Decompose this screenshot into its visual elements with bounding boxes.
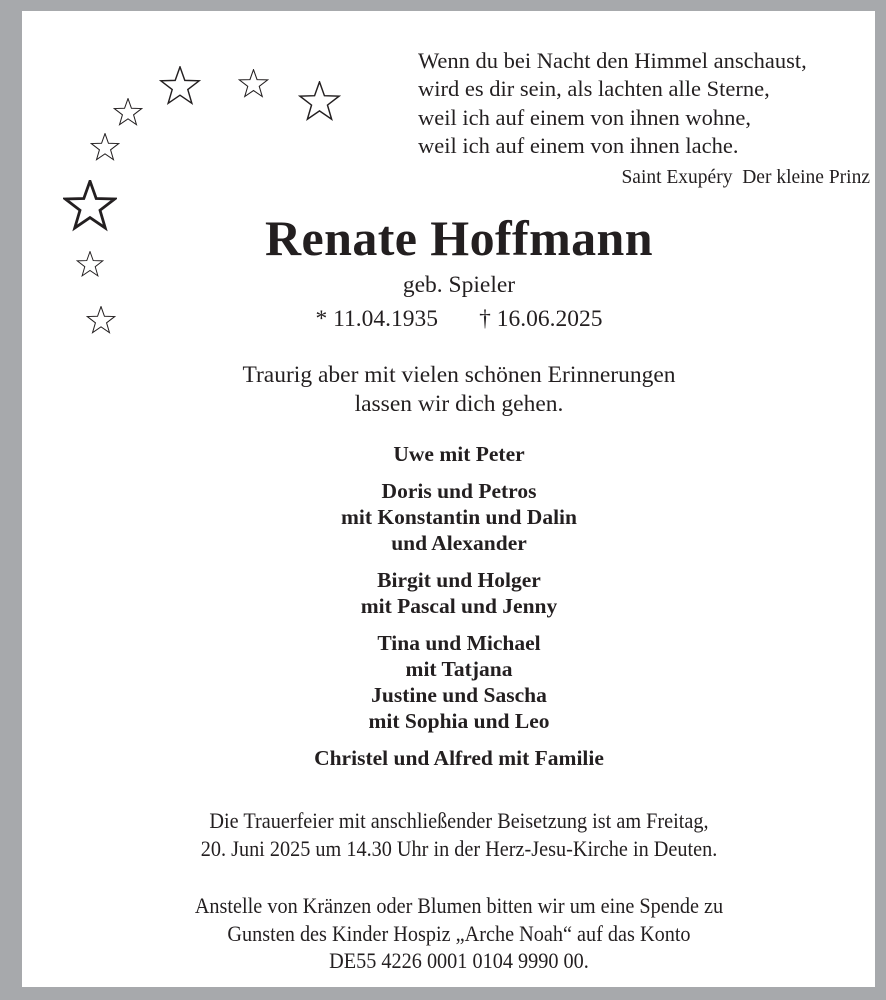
survivor-line: mit Pascal und Jenny — [360, 594, 558, 618]
survivor-line: Christel und Alfred mit Familie — [314, 746, 604, 770]
star-icon — [238, 69, 269, 100]
donation-paragraph — [44, 892, 874, 975]
obituary-card — [22, 11, 875, 987]
poem-line: weil ich auf einem von ihnen wohne, — [418, 104, 752, 130]
farewell-line: lassen wir dich gehen. — [354, 391, 564, 417]
survivor-line: Tina und Michael — [377, 631, 541, 655]
deceased-name: Renate Hoffmann — [265, 210, 653, 266]
survivor-line: Justine und Sascha — [371, 683, 547, 707]
poem-attribution: Saint Exupéry Der kleine Prinz — [621, 166, 870, 188]
survivor-line: mit Sophia und Leo — [368, 709, 550, 733]
poem-line: Wenn du bei Nacht den Himmel anschaust, — [418, 48, 807, 73]
donation-iban: DE55 4226 0001 0104 9990 00. — [329, 948, 589, 973]
survivor-group — [44, 441, 874, 467]
maiden-name: geb. Spieler — [402, 272, 516, 298]
survivor-line: mit Tatjana — [405, 657, 513, 681]
star-icon — [298, 81, 341, 124]
surviving-family-list — [44, 441, 874, 771]
survivor-group — [44, 630, 874, 734]
poem-line: weil ich auf einem von ihnen lache. — [418, 133, 739, 159]
survivor-line: Doris und Petros — [381, 479, 537, 503]
survivor-line: Birgit und Holger — [377, 568, 541, 592]
ceremony-paragraph — [44, 807, 874, 862]
farewell-message — [44, 361, 874, 419]
donation-line: Gunsten des Kinder Hospiz „Arche Noah“ auf das Konto — [227, 920, 691, 946]
ceremony-line: Die Trauerfeier mit anschließender Beisetzung ist am Freitag, — [209, 808, 709, 833]
life-dates: * 11.04.1935 † 16.06.2025 — [315, 306, 603, 332]
memorial-poem — [418, 47, 870, 191]
survivor-line: Uwe mit Peter — [393, 442, 525, 466]
star-icon — [90, 133, 120, 163]
survivor-group — [44, 478, 874, 556]
ceremony-line: 20. Juni 2025 um 14.30 Uhr in der Herz-Jesu-Kirche in Deuten. — [200, 835, 718, 861]
donation-line: Anstelle von Kränzen oder Blumen bitten wir um eine Spende zu — [194, 893, 724, 918]
star-icon — [159, 66, 201, 108]
deceased-identity — [44, 209, 874, 335]
service-information — [44, 807, 874, 975]
poem-line: wird es dir sein, als lachten alle Sterne, — [418, 76, 770, 102]
survivor-line: und Alexander — [391, 531, 527, 555]
survivor-group — [44, 745, 874, 771]
farewell-line: Traurig aber mit vielen schönen Erinnerungen — [242, 362, 676, 388]
survivor-group — [44, 567, 874, 619]
survivor-line: mit Konstantin und Dalin — [341, 505, 577, 529]
star-icon — [113, 98, 143, 128]
